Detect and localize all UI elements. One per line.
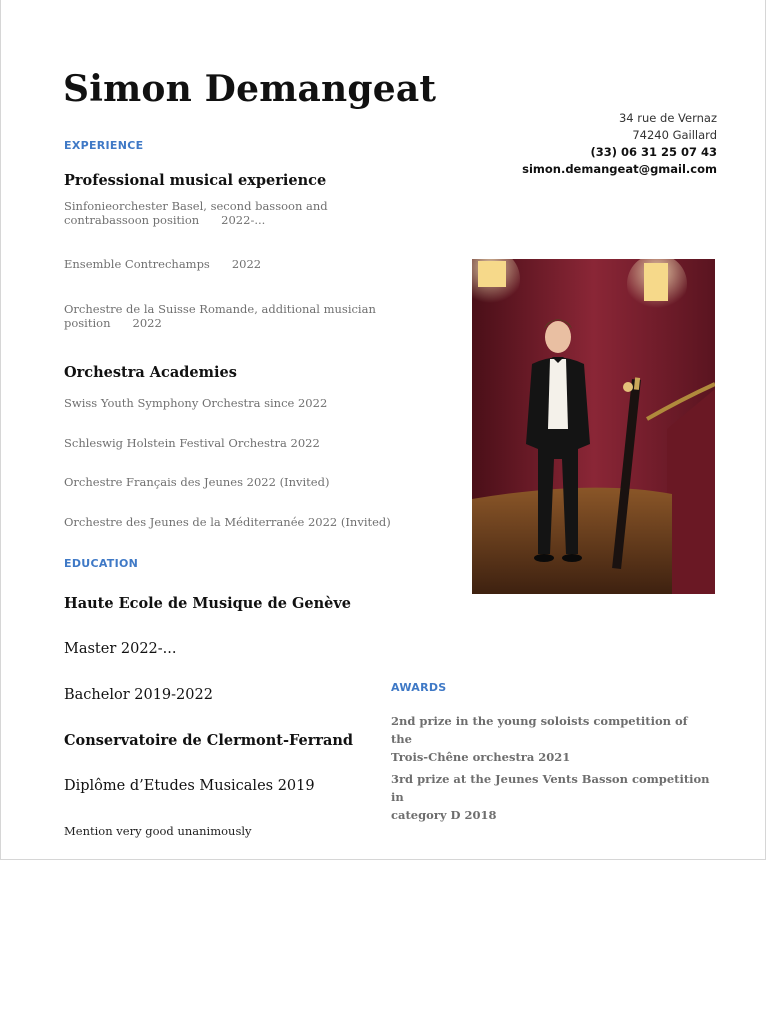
orchestra-academies-title: Orchestra Academies: [64, 364, 237, 381]
degree-mention: Mention very good unanimously: [64, 824, 252, 838]
portrait-illustration: [472, 259, 715, 594]
school-geneva: Haute Ecole de Musique de Genève: [64, 595, 352, 612]
address-line1: 34 rue de Vernaz: [618, 111, 717, 125]
candidate-name: Simon Demangeat: [63, 68, 437, 110]
academy-item: Orchestre des Jeunes de la Méditerranée 2022 (Invited): [64, 515, 391, 529]
academy-item: Swiss Youth Symphony Orchestra since 2022: [64, 396, 328, 410]
academy-item: Schleswig Holstein Festival Orchestra 2022: [64, 436, 320, 450]
awards-heading: AWARDS: [391, 681, 447, 694]
experience-heading: EXPERIENCE: [64, 139, 144, 152]
portrait-photo: [472, 259, 715, 594]
contact-block: [522, 110, 717, 178]
degree-master: Master 2022-...: [64, 641, 177, 657]
address-line2: 74240 Gaillard: [632, 128, 717, 142]
degree-bachelor: Bachelor 2019-2022: [64, 687, 213, 703]
experience-item: Ensemble Contrechamps 2022: [64, 257, 262, 271]
phone-number: (33) 06 31 25 07 43: [590, 145, 717, 159]
experience-item: Sinfonieorchester Basel, second bassoon and contrabassoon position 2022-...: [64, 199, 328, 227]
education-heading: EDUCATION: [64, 557, 139, 570]
degree-dem: Diplôme d’Etudes Musicales 2019: [64, 778, 315, 794]
award-item: 3rd prize at the Jeunes Vents Basson competition in category D 2018: [391, 772, 710, 822]
academy-item: Orchestre Français des Jeunes 2022 (Invited): [64, 475, 330, 489]
experience-item: Orchestre de la Suisse Romande, additional musician position 2022: [64, 302, 376, 330]
professional-experience-title: Professional musical experience: [64, 172, 327, 189]
school-clermont: Conservatoire de Clermont-Ferrand: [64, 732, 354, 749]
email-address[interactable]: simon.demangeat@gmail.com: [522, 162, 717, 176]
award-item: 2nd prize in the young soloists competition of the Trois-Chêne orchestra 2021: [391, 714, 688, 764]
